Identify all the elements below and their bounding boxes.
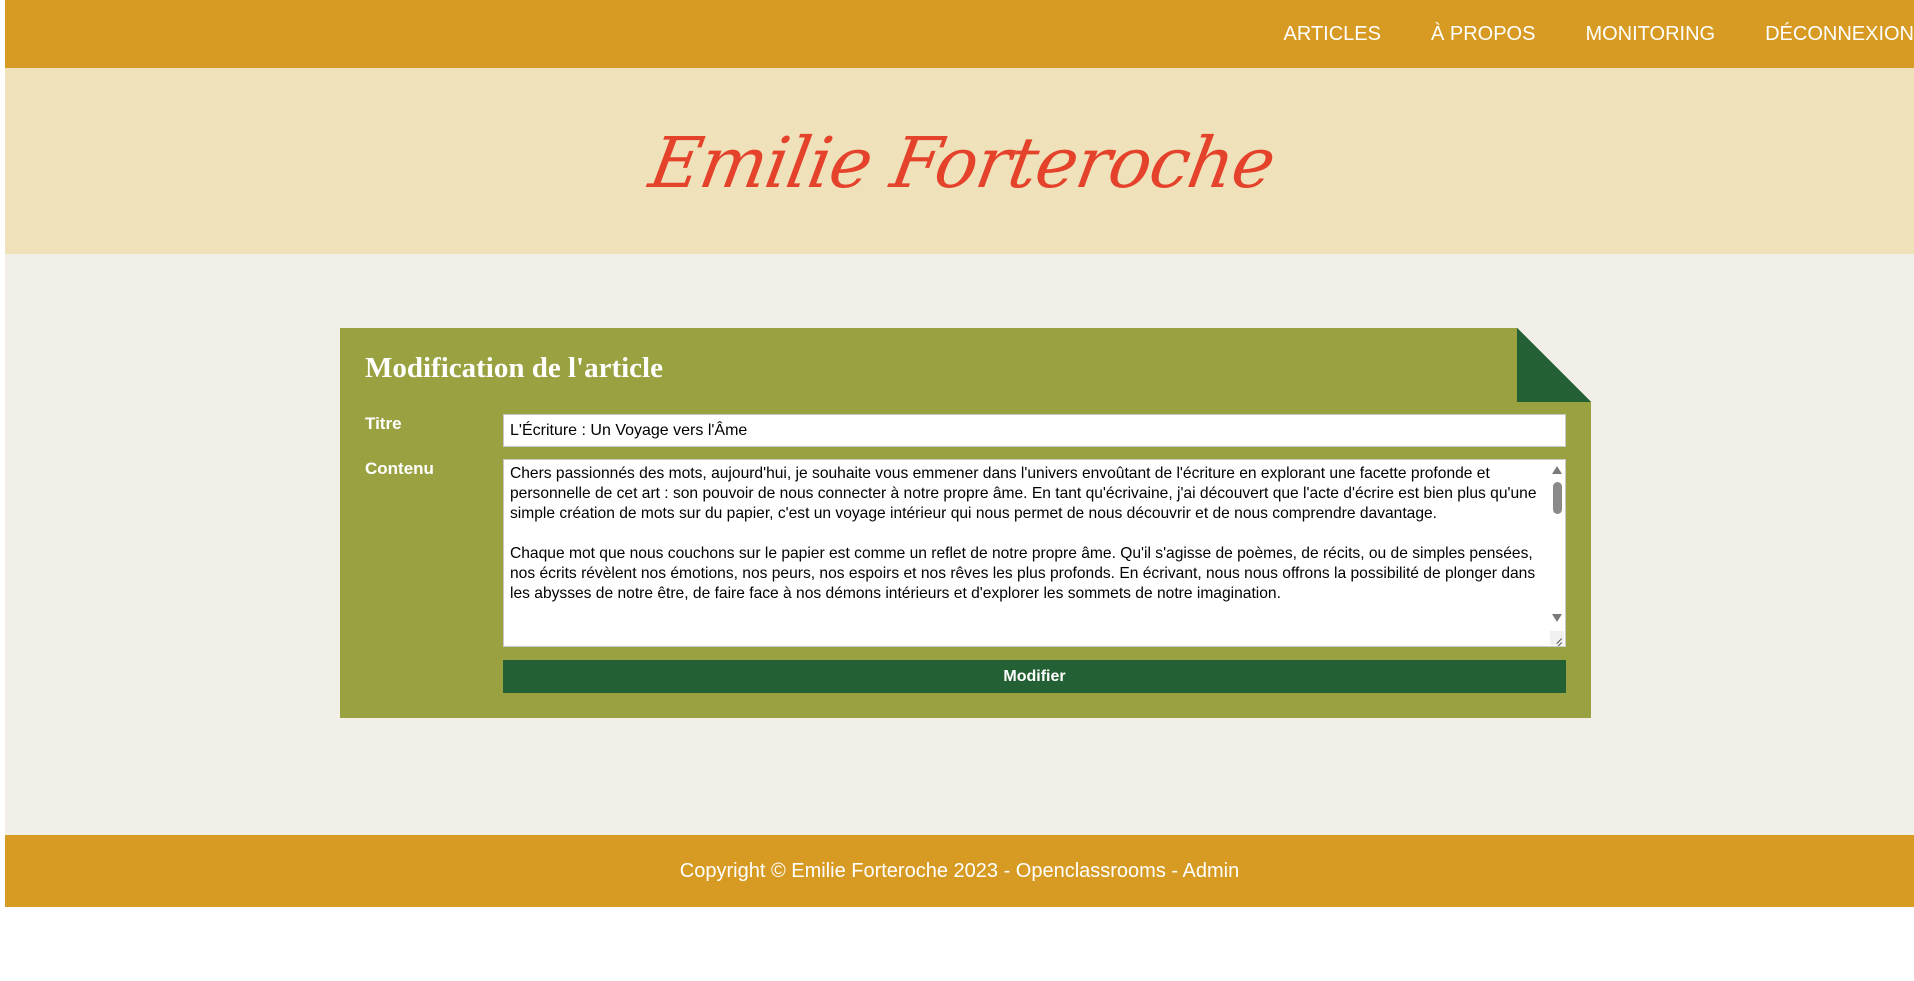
content-label: Contenu: [365, 459, 434, 478]
resize-handle-icon[interactable]: [1550, 631, 1564, 645]
page: [5, 0, 1914, 907]
scrollbar-thumb[interactable]: [1553, 482, 1562, 514]
scroll-down-arrow-icon[interactable]: [1552, 614, 1562, 622]
main-content: [5, 254, 1914, 835]
content-text: [510, 464, 1546, 624]
nav-monitoring-link[interactable]: MONITORING: [1585, 23, 1716, 45]
title-label: Titre: [365, 414, 402, 433]
textarea-scrollbar[interactable]: [1549, 460, 1565, 628]
nav-logout-link[interactable]: DÉCONNEXION: [1765, 23, 1914, 45]
content-paragraph: Chers passionnés des mots, aujourd'hui, je souhaite vous emmener dans l'univers envoûtant de l'écriture en explorant une facette profonde et personnelle de cet art : son pouvoir de nous connecter à notre propre âme. En tant qu'écrivaine, j'ai découvert que l'acte d'écrire est bien plus qu'une simple création de mots sur du papier, c'est un voyage intérieur qui nous permet de nous découvrir et de nous comprendre davantage.: [510, 465, 1537, 522]
copyright-text: Copyright © Emilie Forteroche 2023 - Openclassrooms - Admin: [679, 859, 1240, 882]
nav-articles-link[interactable]: ARTICLES: [1283, 23, 1381, 45]
scroll-up-arrow-icon[interactable]: [1552, 466, 1562, 474]
top-navigation: [5, 0, 1914, 68]
title-input[interactable]: L'Écriture : Un Voyage vers l'Âme: [503, 414, 1566, 447]
content-paragraph: Chaque mot que nous couchons sur le papier est comme un reflet de notre propre âme. Qu'il s'agisse de poèmes, de récits, ou de simples pensées, nos écrits révèlent nos émotions, nos peurs, nos espoirs et nos rêves les plus profonds. En écrivant, nous nous offrons la possibilité de plonger dans les abysses de notre être, de faire face à nos démons intérieurs et d'explorer les sommets de notre imagination.: [510, 545, 1536, 602]
site-footer: [5, 835, 1914, 907]
form-heading: Modification de l'article: [365, 352, 663, 384]
nav-about-link[interactable]: À PROPOS: [1430, 23, 1536, 45]
site-banner: [5, 68, 1914, 254]
folded-corner-decoration: [1517, 328, 1591, 402]
content-textarea[interactable]: [503, 459, 1566, 647]
modify-button[interactable]: Modifier: [503, 660, 1566, 693]
site-title: Emilie Forteroche: [643, 122, 1281, 204]
edit-article-form: [340, 328, 1591, 718]
